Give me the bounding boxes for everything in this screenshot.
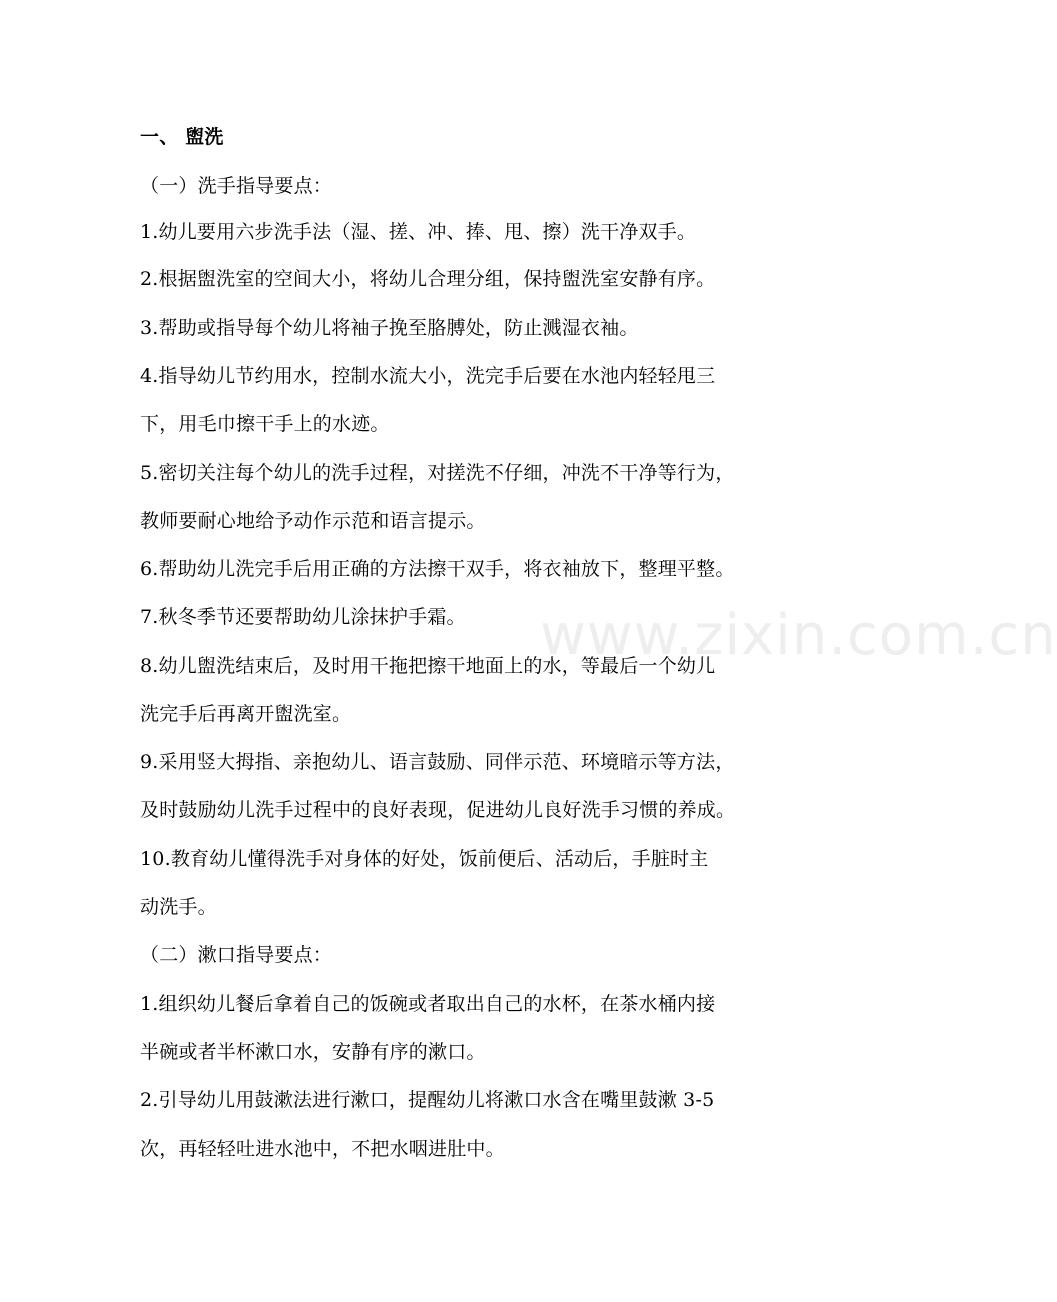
paragraph-line: 半碗或者半杯漱口水，安静有序的漱口。 — [140, 1041, 486, 1063]
watermark-text: www.zixin.com.cn — [540, 603, 1057, 668]
paragraph-line: 6.帮助幼儿洗完手后用正确的方法擦干双手，将衣袖放下，整理平整。 — [140, 558, 735, 580]
subsection-title: （二）漱口指导要点： — [140, 944, 333, 966]
paragraph-line: 2.根据盥洗室的空间大小，将幼儿合理分组，保持盥洗室安静有序。 — [140, 268, 716, 290]
paragraph-line: 3.帮助或指导每个幼儿将袖子挽至胳膊处，防止溅湿衣袖。 — [140, 317, 639, 339]
paragraph-line: 2.引导幼儿用鼓漱法进行漱口，提醒幼儿将漱口水含在嘴里鼓漱 3-5 — [140, 1089, 715, 1111]
paragraph-line: 下，用毛巾擦干手上的水迹。 — [140, 413, 390, 435]
paragraph-line: 5.密切关注每个幼儿的洗手过程，对搓洗不仔细，冲洗不干净等行为， — [140, 462, 735, 484]
paragraph-line: 10.教育幼儿懂得洗手对身体的好处，饭前便后、活动后，手脏时主 — [140, 848, 709, 870]
paragraph-line: 教师要耐心地给予动作示范和语言提示。 — [140, 510, 486, 532]
section-heading: 一、 盥洗 — [140, 126, 224, 148]
paragraph-line: 次，再轻轻吐进水池中，不把水咽进肚中。 — [140, 1138, 505, 1160]
paragraph-line: 7.秋冬季节还要帮助幼儿涂抹护手霜。 — [140, 606, 466, 628]
paragraph-line: 1.组织幼儿餐后拿着自己的饭碗或者取出自己的水杯，在茶水桶内接 — [140, 993, 716, 1015]
paragraph-line: 动洗手。 — [140, 896, 217, 918]
paragraph-line: 4.指导幼儿节约用水，控制水流大小，洗完手后要在水池内轻轻甩三 — [140, 365, 716, 387]
paragraph-line: 1.幼儿要用六步洗手法（湿、搓、冲、捧、甩、擦）洗干净双手。 — [140, 221, 697, 243]
paragraph-line: 洗完手后再离开盥洗室。 — [140, 703, 352, 725]
paragraph-line: 9.采用竖大拇指、亲抱幼儿、语言鼓励、同伴示范、环境暗示等方法， — [140, 751, 735, 773]
paragraph-line: 及时鼓励幼儿洗手过程中的良好表现，促进幼儿良好洗手习惯的养成。 — [140, 799, 736, 821]
paragraph-line: 8.幼儿盥洗结束后，及时用干拖把擦干地面上的水，等最后一个幼儿 — [140, 655, 716, 677]
subsection-title: （一）洗手指导要点： — [140, 175, 333, 197]
